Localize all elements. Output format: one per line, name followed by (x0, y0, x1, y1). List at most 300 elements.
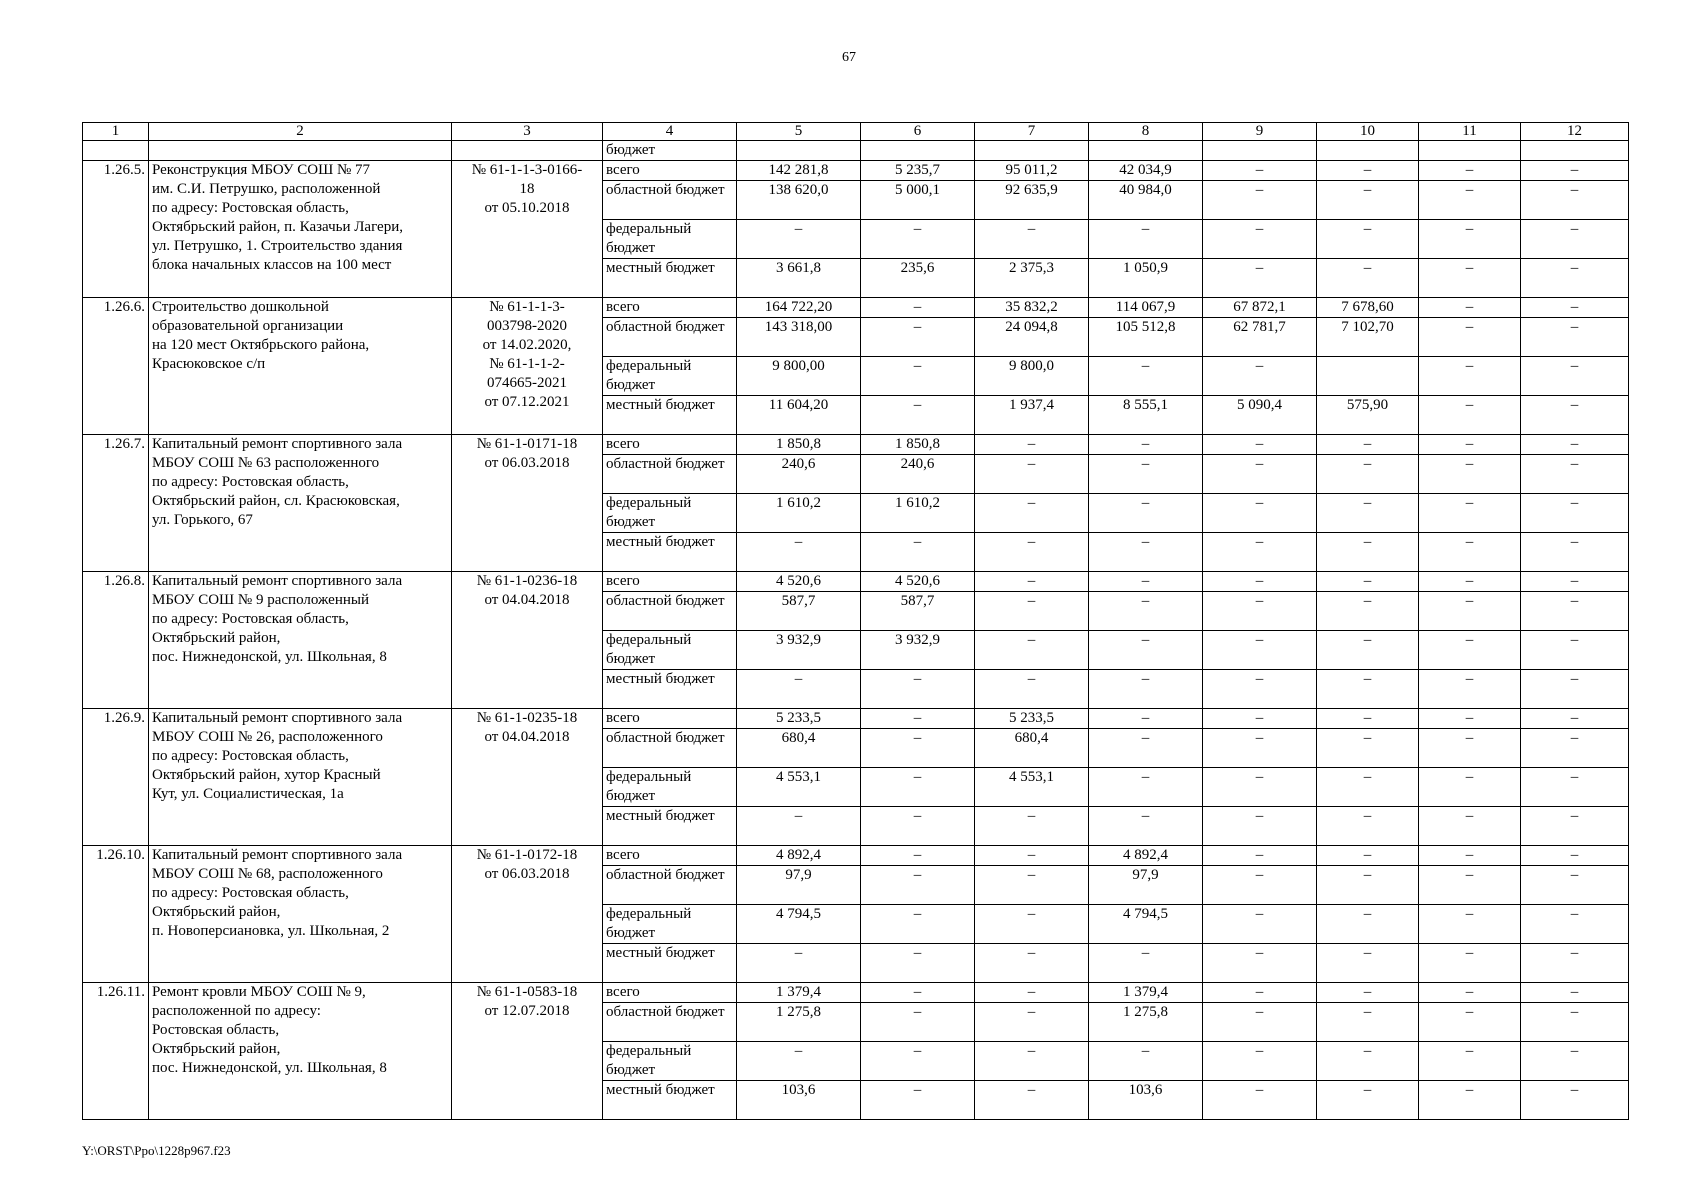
value-cell-col-12: – (1521, 1081, 1629, 1120)
value-cell-col-6: 587,7 (861, 592, 975, 631)
item-number: 1.26.11. (83, 983, 149, 1120)
item-registration: № 61-1-1-3-0166- 18 от 05.10.2018 (452, 161, 603, 298)
value-cell-col-7: 680,4 (975, 729, 1089, 768)
value-cell-col-5: 9 800,00 (737, 357, 861, 396)
funding-source: областной бюджет (603, 318, 737, 357)
column-number-9: 9 (1203, 123, 1317, 141)
value-cell-col-6: 5 235,7 (861, 161, 975, 181)
value-cell-col-11: – (1419, 533, 1521, 572)
column-number-5: 5 (737, 123, 861, 141)
value-cell-col-10: – (1317, 1003, 1419, 1042)
item-registration: № 61-1-0171-18 от 06.03.2018 (452, 435, 603, 572)
column-number-3: 3 (452, 123, 603, 141)
value-cell-col-12: – (1521, 631, 1629, 670)
table-row (83, 709, 1629, 729)
item-number: 1.26.6. (83, 298, 149, 435)
value-cell-col-9: – (1203, 866, 1317, 905)
value-cell-col-6: – (861, 768, 975, 807)
value-cell-col-7: – (975, 592, 1089, 631)
value-cell-col-8: – (1089, 494, 1203, 533)
value-cell-col-11: – (1419, 846, 1521, 866)
value-cell-col-6: 5 000,1 (861, 181, 975, 220)
value-cell-col-9: – (1203, 768, 1317, 807)
value-cell-col-6: – (861, 533, 975, 572)
carry-over-num (83, 141, 149, 161)
column-number-8: 8 (1089, 123, 1203, 141)
value-cell-col-8: 4 892,4 (1089, 846, 1203, 866)
carry-over-value (1203, 141, 1317, 161)
value-cell-col-8: 1 050,9 (1089, 259, 1203, 298)
value-cell-col-5: – (737, 670, 861, 709)
value-cell-col-6: – (861, 357, 975, 396)
funding-source: федеральный бюджет (603, 1042, 737, 1081)
funding-source: федеральный бюджет (603, 220, 737, 259)
funding-source: всего (603, 983, 737, 1003)
value-cell-col-9: – (1203, 729, 1317, 768)
value-cell-col-10: – (1317, 670, 1419, 709)
value-cell-col-9: – (1203, 631, 1317, 670)
value-cell-col-7: 2 375,3 (975, 259, 1089, 298)
funding-source: федеральный бюджет (603, 494, 737, 533)
column-number-7: 7 (975, 123, 1089, 141)
value-cell-col-8: – (1089, 709, 1203, 729)
value-cell-col-11: – (1419, 729, 1521, 768)
value-cell-col-12: – (1521, 455, 1629, 494)
value-cell-col-11: – (1419, 1003, 1521, 1042)
value-cell-col-6: – (861, 1081, 975, 1120)
value-cell-col-8: 1 275,8 (1089, 1003, 1203, 1042)
column-number-4: 4 (603, 123, 737, 141)
value-cell-col-9: 67 872,1 (1203, 298, 1317, 318)
carry-over-source: бюджет (603, 141, 737, 161)
value-cell-col-5: 103,6 (737, 1081, 861, 1120)
value-cell-col-10: – (1317, 494, 1419, 533)
value-cell-col-6: 1 850,8 (861, 435, 975, 455)
value-cell-col-12: – (1521, 318, 1629, 357)
value-cell-col-5: 97,9 (737, 866, 861, 905)
value-cell-col-10: – (1317, 631, 1419, 670)
value-cell-col-5: 4 553,1 (737, 768, 861, 807)
value-cell-col-11: – (1419, 592, 1521, 631)
funding-source: всего (603, 298, 737, 318)
funding-source: местный бюджет (603, 396, 737, 435)
value-cell-col-11: – (1419, 220, 1521, 259)
item-registration: № 61-1-0583-18 от 12.07.2018 (452, 983, 603, 1120)
value-cell-col-7: 5 233,5 (975, 709, 1089, 729)
value-cell-col-8: 42 034,9 (1089, 161, 1203, 181)
value-cell-col-5: 3 932,9 (737, 631, 861, 670)
value-cell-col-12: – (1521, 670, 1629, 709)
value-cell-col-8: – (1089, 533, 1203, 572)
value-cell-col-7: – (975, 220, 1089, 259)
carry-over-row (83, 141, 1629, 161)
funding-source: областной бюджет (603, 729, 737, 768)
funding-source: всего (603, 572, 737, 592)
value-cell-col-6: – (861, 944, 975, 983)
value-cell-col-9: – (1203, 944, 1317, 983)
value-cell-col-10: 7 678,60 (1317, 298, 1419, 318)
value-cell-col-8: – (1089, 357, 1203, 396)
funding-source: федеральный бюджет (603, 357, 737, 396)
value-cell-col-10: – (1317, 435, 1419, 455)
value-cell-col-11: – (1419, 709, 1521, 729)
value-cell-col-11: – (1419, 944, 1521, 983)
value-cell-col-11: – (1419, 318, 1521, 357)
value-cell-col-7: – (975, 670, 1089, 709)
funding-source: федеральный бюджет (603, 905, 737, 944)
value-cell-col-9: – (1203, 670, 1317, 709)
value-cell-col-5: 4 520,6 (737, 572, 861, 592)
value-cell-col-6: – (861, 1042, 975, 1081)
value-cell-col-10: – (1317, 161, 1419, 181)
value-cell-col-8: 103,6 (1089, 1081, 1203, 1120)
value-cell-col-11: – (1419, 1042, 1521, 1081)
value-cell-col-10: – (1317, 455, 1419, 494)
item-name: Реконструкция МБОУ СОШ № 77 им. С.И. Петрушко, расположенной по адресу: Ростовская область, Октябрьский район, п. Казачьи Лагери, ул. Петрушко, 1. Строительство здания блока начальных классов на 100 мест (149, 161, 452, 298)
value-cell-col-9: – (1203, 846, 1317, 866)
value-cell-col-6: – (861, 396, 975, 435)
value-cell-col-6: – (861, 709, 975, 729)
value-cell-col-6: – (861, 670, 975, 709)
carry-over-value (737, 141, 861, 161)
column-number-10: 10 (1317, 123, 1419, 141)
value-cell-col-9: – (1203, 533, 1317, 572)
value-cell-col-11: – (1419, 435, 1521, 455)
value-cell-col-11: – (1419, 181, 1521, 220)
value-cell-col-9: 62 781,7 (1203, 318, 1317, 357)
funding-source: областной бюджет (603, 455, 737, 494)
funding-source: федеральный бюджет (603, 768, 737, 807)
value-cell-col-7: – (975, 846, 1089, 866)
item-name: Капитальный ремонт спортивного зала МБОУ СОШ № 9 расположенный по адресу: Ростовская область, Октябрьский район, пос. Нижнедонской, ул. Школьная, 8 (149, 572, 452, 709)
funding-source: областной бюджет (603, 1003, 737, 1042)
value-cell-col-5: – (737, 807, 861, 846)
item-number: 1.26.9. (83, 709, 149, 846)
value-cell-col-9: – (1203, 357, 1317, 396)
value-cell-col-9: – (1203, 220, 1317, 259)
value-cell-col-11: – (1419, 807, 1521, 846)
value-cell-col-12: – (1521, 259, 1629, 298)
value-cell-col-11: – (1419, 983, 1521, 1003)
funding-source: местный бюджет (603, 670, 737, 709)
funding-source: областной бюджет (603, 181, 737, 220)
funding-source: местный бюджет (603, 259, 737, 298)
value-cell-col-11: – (1419, 298, 1521, 318)
carry-over-value (1089, 141, 1203, 161)
value-cell-col-9: – (1203, 709, 1317, 729)
value-cell-col-12: – (1521, 807, 1629, 846)
value-cell-col-5: 1 275,8 (737, 1003, 861, 1042)
value-cell-col-9: – (1203, 807, 1317, 846)
value-cell-col-10: – (1317, 905, 1419, 944)
value-cell-col-6: – (861, 846, 975, 866)
value-cell-col-12: – (1521, 298, 1629, 318)
column-number-11: 11 (1419, 123, 1521, 141)
value-cell-col-8: – (1089, 670, 1203, 709)
table-row (83, 435, 1629, 455)
value-cell-col-11: – (1419, 161, 1521, 181)
value-cell-col-9: – (1203, 1042, 1317, 1081)
program-table (82, 122, 1629, 1120)
value-cell-col-12: – (1521, 435, 1629, 455)
value-cell-col-12: – (1521, 1003, 1629, 1042)
value-cell-col-5: – (737, 220, 861, 259)
value-cell-col-11: – (1419, 670, 1521, 709)
value-cell-col-11: – (1419, 396, 1521, 435)
funding-source: всего (603, 161, 737, 181)
funding-source: всего (603, 846, 737, 866)
carry-over-reg (452, 141, 603, 161)
value-cell-col-6: 240,6 (861, 455, 975, 494)
value-cell-col-12: – (1521, 866, 1629, 905)
value-cell-col-8: – (1089, 220, 1203, 259)
value-cell-col-9: – (1203, 494, 1317, 533)
value-cell-col-12: – (1521, 729, 1629, 768)
column-number-2: 2 (149, 123, 452, 141)
value-cell-col-12: – (1521, 768, 1629, 807)
item-registration: № 61-1-0235-18 от 04.04.2018 (452, 709, 603, 846)
value-cell-col-7: 35 832,2 (975, 298, 1089, 318)
carry-over-name (149, 141, 452, 161)
column-number-row (83, 123, 1629, 141)
value-cell-col-6: 4 520,6 (861, 572, 975, 592)
value-cell-col-9: – (1203, 259, 1317, 298)
value-cell-col-6: 3 932,9 (861, 631, 975, 670)
value-cell-col-7: 4 553,1 (975, 768, 1089, 807)
value-cell-col-5: 1 610,2 (737, 494, 861, 533)
value-cell-col-5: – (737, 533, 861, 572)
value-cell-col-5: 680,4 (737, 729, 861, 768)
value-cell-col-5: 4 794,5 (737, 905, 861, 944)
value-cell-col-6: – (861, 807, 975, 846)
value-cell-col-12: – (1521, 220, 1629, 259)
value-cell-col-5: 142 281,8 (737, 161, 861, 181)
value-cell-col-12: – (1521, 396, 1629, 435)
value-cell-col-8: – (1089, 631, 1203, 670)
funding-source: областной бюджет (603, 866, 737, 905)
value-cell-col-11: – (1419, 572, 1521, 592)
value-cell-col-10: – (1317, 1042, 1419, 1081)
value-cell-col-7: – (975, 1003, 1089, 1042)
value-cell-col-5: 3 661,8 (737, 259, 861, 298)
item-number: 1.26.7. (83, 435, 149, 572)
item-registration: № 61-1-0236-18 от 04.04.2018 (452, 572, 603, 709)
value-cell-col-8: – (1089, 572, 1203, 592)
value-cell-col-10: – (1317, 572, 1419, 592)
value-cell-col-11: – (1419, 631, 1521, 670)
value-cell-col-12: – (1521, 983, 1629, 1003)
value-cell-col-8: – (1089, 944, 1203, 983)
value-cell-col-9: – (1203, 572, 1317, 592)
value-cell-col-9: – (1203, 983, 1317, 1003)
page-number: 67 (842, 50, 856, 65)
value-cell-col-6: – (861, 318, 975, 357)
value-cell-col-5: 138 620,0 (737, 181, 861, 220)
funding-source: местный бюджет (603, 1081, 737, 1120)
value-cell-col-11: – (1419, 866, 1521, 905)
item-name: Капитальный ремонт спортивного зала МБОУ СОШ № 63 расположенного по адресу: Ростовская область, Октябрьский район, сл. Красюковская, ул. Горького, 67 (149, 435, 452, 572)
value-cell-col-11: – (1419, 768, 1521, 807)
value-cell-col-7: – (975, 944, 1089, 983)
value-cell-col-11: – (1419, 259, 1521, 298)
item-registration: № 61-1-0172-18 от 06.03.2018 (452, 846, 603, 983)
value-cell-col-5: 1 379,4 (737, 983, 861, 1003)
value-cell-col-9: – (1203, 592, 1317, 631)
value-cell-col-7: – (975, 533, 1089, 572)
item-name: Ремонт кровли МБОУ СОШ № 9, расположенной по адресу: Ростовская область, Октябрьский район, пос. Нижнедонской, ул. Школьная, 8 (149, 983, 452, 1120)
value-cell-col-12: – (1521, 572, 1629, 592)
value-cell-col-5: 164 722,20 (737, 298, 861, 318)
value-cell-col-8: – (1089, 435, 1203, 455)
value-cell-col-8: – (1089, 729, 1203, 768)
value-cell-col-10 (1317, 357, 1419, 396)
value-cell-col-9: 5 090,4 (1203, 396, 1317, 435)
value-cell-col-7: 9 800,0 (975, 357, 1089, 396)
funding-source: областной бюджет (603, 592, 737, 631)
value-cell-col-10: 7 102,70 (1317, 318, 1419, 357)
value-cell-col-9: – (1203, 161, 1317, 181)
funding-source: всего (603, 435, 737, 455)
value-cell-col-10: – (1317, 533, 1419, 572)
value-cell-col-8: 114 067,9 (1089, 298, 1203, 318)
value-cell-col-10: – (1317, 983, 1419, 1003)
value-cell-col-9: – (1203, 181, 1317, 220)
value-cell-col-10: – (1317, 944, 1419, 983)
value-cell-col-11: – (1419, 455, 1521, 494)
carry-over-value (1521, 141, 1629, 161)
carry-over-value (1317, 141, 1419, 161)
funding-source: местный бюджет (603, 944, 737, 983)
value-cell-col-12: – (1521, 161, 1629, 181)
value-cell-col-11: – (1419, 1081, 1521, 1120)
value-cell-col-10: – (1317, 259, 1419, 298)
value-cell-col-11: – (1419, 905, 1521, 944)
value-cell-col-8: 1 379,4 (1089, 983, 1203, 1003)
value-cell-col-7: 1 937,4 (975, 396, 1089, 435)
value-cell-col-10: – (1317, 181, 1419, 220)
value-cell-col-10: 575,90 (1317, 396, 1419, 435)
value-cell-col-10: – (1317, 807, 1419, 846)
value-cell-col-8: – (1089, 592, 1203, 631)
value-cell-col-9: – (1203, 1081, 1317, 1120)
funding-source: федеральный бюджет (603, 631, 737, 670)
value-cell-col-10: – (1317, 729, 1419, 768)
value-cell-col-7: 95 011,2 (975, 161, 1089, 181)
value-cell-col-10: – (1317, 709, 1419, 729)
value-cell-col-6: – (861, 866, 975, 905)
value-cell-col-7: 92 635,9 (975, 181, 1089, 220)
value-cell-col-8: – (1089, 768, 1203, 807)
value-cell-col-10: – (1317, 592, 1419, 631)
carry-over-value (975, 141, 1089, 161)
carry-over-value (861, 141, 975, 161)
value-cell-col-6: – (861, 729, 975, 768)
value-cell-col-5: – (737, 1042, 861, 1081)
value-cell-col-7: – (975, 1081, 1089, 1120)
item-name: Капитальный ремонт спортивного зала МБОУ СОШ № 26, расположенного по адресу: Ростовская область, Октябрьский район, хутор Красный Кут, ул. Социалистическая, 1а (149, 709, 452, 846)
value-cell-col-5: 240,6 (737, 455, 861, 494)
table-row (83, 298, 1629, 318)
value-cell-col-5: 5 233,5 (737, 709, 861, 729)
funding-source: местный бюджет (603, 807, 737, 846)
value-cell-col-8: – (1089, 807, 1203, 846)
item-number: 1.26.8. (83, 572, 149, 709)
value-cell-col-9: – (1203, 905, 1317, 944)
value-cell-col-12: – (1521, 357, 1629, 396)
value-cell-col-10: – (1317, 846, 1419, 866)
value-cell-col-7: 24 094,8 (975, 318, 1089, 357)
item-registration: № 61-1-1-3- 003798-2020 от 14.02.2020, № 61-1-1-2- 074665-2021 от 07.12.2021 (452, 298, 603, 435)
value-cell-col-7: – (975, 866, 1089, 905)
value-cell-col-10: – (1317, 768, 1419, 807)
column-number-6: 6 (861, 123, 975, 141)
value-cell-col-11: – (1419, 494, 1521, 533)
value-cell-col-12: – (1521, 846, 1629, 866)
value-cell-col-7: – (975, 905, 1089, 944)
value-cell-col-9: – (1203, 1003, 1317, 1042)
value-cell-col-5: 4 892,4 (737, 846, 861, 866)
value-cell-col-11: – (1419, 357, 1521, 396)
value-cell-col-5: 11 604,20 (737, 396, 861, 435)
value-cell-col-8: 4 794,5 (1089, 905, 1203, 944)
value-cell-col-7: – (975, 631, 1089, 670)
carry-over-value (1419, 141, 1521, 161)
value-cell-col-7: – (975, 572, 1089, 592)
table-body (83, 141, 1629, 1120)
value-cell-col-12: – (1521, 533, 1629, 572)
footer-file-path: Y:\ORST\Ppo\1228p967.f23 (82, 1143, 231, 1158)
table-row (83, 572, 1629, 592)
item-number: 1.26.10. (83, 846, 149, 983)
value-cell-col-6: 1 610,2 (861, 494, 975, 533)
value-cell-col-7: – (975, 494, 1089, 533)
value-cell-col-12: – (1521, 905, 1629, 944)
value-cell-col-7: – (975, 1042, 1089, 1081)
value-cell-col-7: – (975, 435, 1089, 455)
value-cell-col-8: – (1089, 455, 1203, 494)
table-row (83, 161, 1629, 181)
value-cell-col-6: – (861, 1003, 975, 1042)
funding-source: всего (603, 709, 737, 729)
value-cell-col-7: – (975, 807, 1089, 846)
value-cell-col-7: – (975, 983, 1089, 1003)
item-name: Строительство дошкольной образовательной организации на 120 мест Октябрьского района, Красюковское с/п (149, 298, 452, 435)
value-cell-col-7: – (975, 455, 1089, 494)
value-cell-col-12: – (1521, 1042, 1629, 1081)
value-cell-col-8: – (1089, 1042, 1203, 1081)
value-cell-col-10: – (1317, 866, 1419, 905)
value-cell-col-10: – (1317, 1081, 1419, 1120)
value-cell-col-6: – (861, 983, 975, 1003)
item-number: 1.26.5. (83, 161, 149, 298)
value-cell-col-10: – (1317, 220, 1419, 259)
value-cell-col-6: – (861, 220, 975, 259)
item-name: Капитальный ремонт спортивного зала МБОУ СОШ № 68, расположенного по адресу: Ростовская область, Октябрьский район, п. Новоперсиановка, ул. Школьная, 2 (149, 846, 452, 983)
value-cell-col-9: – (1203, 455, 1317, 494)
value-cell-col-12: – (1521, 181, 1629, 220)
table-row (83, 983, 1629, 1003)
table-row (83, 846, 1629, 866)
value-cell-col-8: 105 512,8 (1089, 318, 1203, 357)
value-cell-col-6: 235,6 (861, 259, 975, 298)
value-cell-col-6: – (861, 905, 975, 944)
column-number-1: 1 (83, 123, 149, 141)
value-cell-col-8: 97,9 (1089, 866, 1203, 905)
value-cell-col-5: 1 850,8 (737, 435, 861, 455)
value-cell-col-5: 143 318,00 (737, 318, 861, 357)
value-cell-col-5: – (737, 944, 861, 983)
value-cell-col-12: – (1521, 709, 1629, 729)
